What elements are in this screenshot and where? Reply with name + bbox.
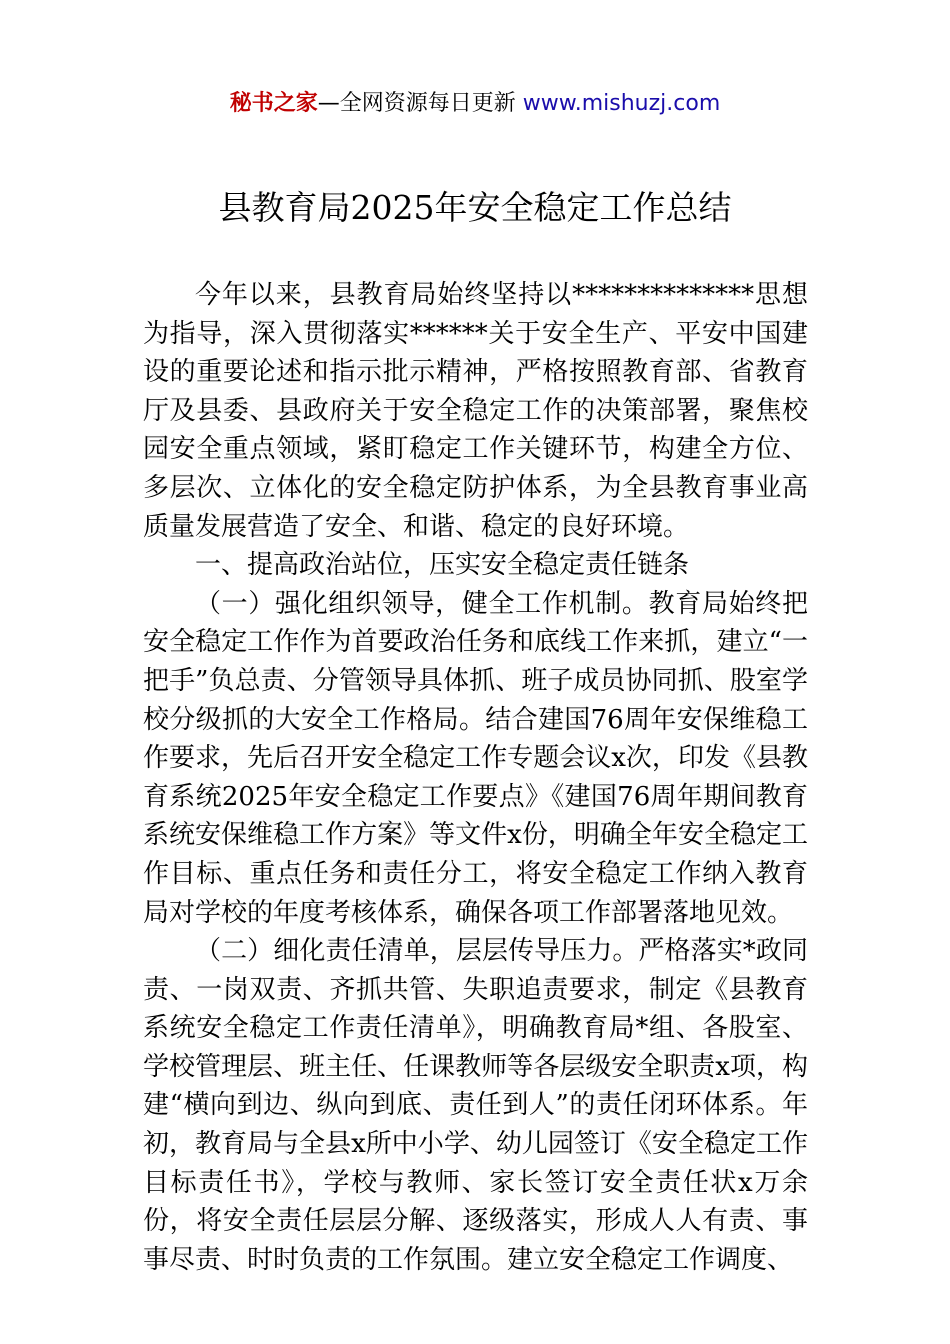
site-banner [0,88,950,120]
site-url[interactable]: www.mishuzj.com [522,91,721,116]
banner-slogan: —全网资源每日更新 [317,91,516,116]
section-heading: 一、提高政治站位，压实安全稳定责任链条 [195,550,690,581]
body-paragraph: （二）细化责任清单，层层传导压力。严格落实*政同责、一岗双责、齐抓共管、失职追责要求，制定《县教育系统安全稳定工作责任清单》，明确教育局*组、各股室、学校管理层、班主任、任课教师等各层级安全职责x项，构建“横向到边、纵向到底、责任到人”的责任闭环体系。年初，教育局与全县x所中小学、幼儿园签订《安全稳定工作目标责任书》，学校与教师、家长签订安全责任状x万余份，将安全责任层层分解、逐级落实，形成人人有责、事事尽责、时时负责的工作氛围。建立安全稳定工作调度、 [143,936,808,1275]
intro-paragraph: 今年以来，县教育局始终坚持以**************思想为指导，深入贯彻落实******关于安全生产、平安中国建设的重要论述和指示批示精神，严格按照教育部、省教育厅及县委、县政府关于安全稳定工作的决策部署，聚焦校园安全重点领域，紧盯稳定工作关键环节，构建全方位、多层次、立体化的安全稳定防护体系，为全县教育事业高质量发展营造了安全、和谐、稳定的良好环境。 [143,280,808,542]
brand-name: 秘书之家 [229,91,318,116]
body-paragraph: （一）强化组织领导，健全工作机制。教育局始终把安全稳定工作作为首要政治任务和底线工作来抓，建立“一把手”负总责、分管领导具体抓、班子成员协同抓、股室学校分级抓的大安全工作格局。结合建国76周年安保维稳工作要求，先后召开安全稳定工作专题会议x次，印发《县教育系统2025年安全稳定工作要点》《建国76周年期间教育系统安保维稳工作方案》等文件x份，明确全年安全稳定工作目标、重点任务和责任分工，将安全稳定工作纳入教育局对学校的年度考核体系，确保各项工作部署落地见效。 [143,588,808,928]
document-title: 县教育局2025年安全稳定工作总结 [218,188,732,227]
document-body [143,276,808,1279]
